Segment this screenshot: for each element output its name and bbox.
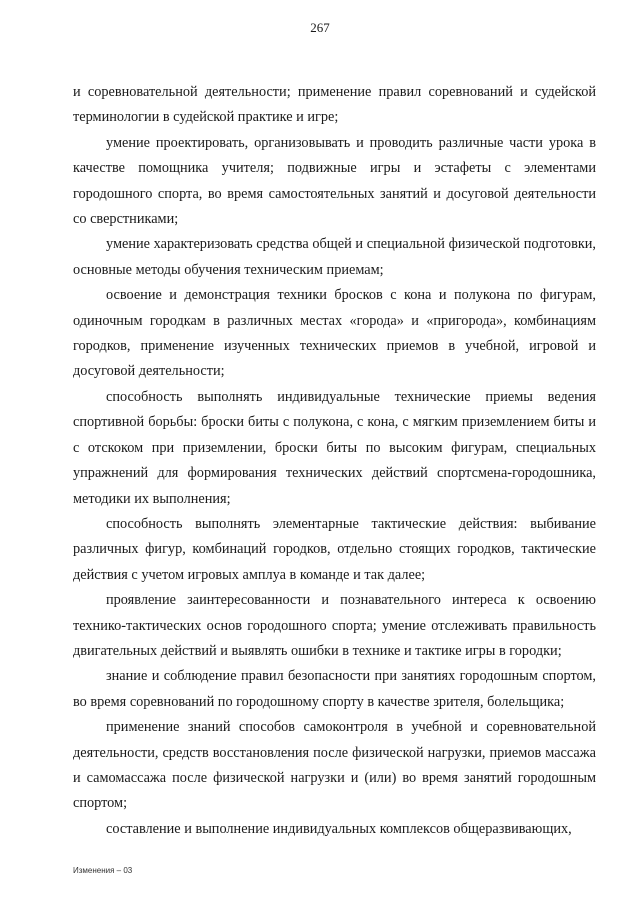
paragraph: применение знаний способов самоконтроля в учебной и соревновательной деятельности, средств восстановления после физической нагрузки, приемов массажа и самомассажа после физической нагрузки и (или) во время занятий городошным спортом;: [73, 719, 596, 812]
paragraph: способность выполнять индивидуальные технические приемы ведения спортивной борьбы: броски биты с полукона, с кона, с мягким приземлением биты и с отскоком при приземлении, броски биты по высоким фигурам, специальных упражнений для формирования технических действий спортсмена-городошника, методики их выполнения;: [73, 388, 596, 507]
paragraph: способность выполнять элементарные тактические действия: выбивание различных фигур, комбинаций городков, отдельно стоящих городков, тактические действия с учетом игровых амплуа в команде и так далее;: [73, 515, 596, 583]
document-body: [73, 80, 596, 842]
paragraph: умение характеризовать средства общей и специальной физической подготовки, основные методы обучения техническим приемам;: [73, 236, 596, 278]
paragraph: проявление заинтересованности и познавательного интереса к освоению технико-тактических основ городошного спорта; умение отслеживать правильность двигательных действий и выявлять ошибки в технике и тактике игры в городки;: [73, 592, 596, 659]
paragraph: составление и выполнение индивидуальных комплексов общеразвивающих,: [106, 820, 572, 837]
paragraph: освоение и демонстрация техники бросков с кона и полукона по фигурам, одиночным городкам в различных местах «города» и «пригорода», комбинациям городков, применение изученных технических приемов в учебной, игровой и досуговой деятельности;: [73, 287, 596, 380]
revision-footer: Изменения – 03: [73, 866, 133, 875]
paragraph: знание и соблюдение правил безопасности при занятиях городошным спортом, во время соревнований по городошному спорту в качестве зрителя, болельщика;: [73, 668, 596, 710]
page-number: 267: [310, 20, 330, 35]
paragraph: умение проектировать, организовывать и проводить различные части урока в качестве помощника учителя; подвижные игры и эстафеты с элементами городошного спорта, во время самостоятельных занятий и досуговой деятельности со сверстниками;: [73, 134, 596, 228]
paragraph-continued: и соревновательной деятельности; применение правил соревнований и судейской терминологии в судейской практике и игре;: [73, 84, 596, 126]
